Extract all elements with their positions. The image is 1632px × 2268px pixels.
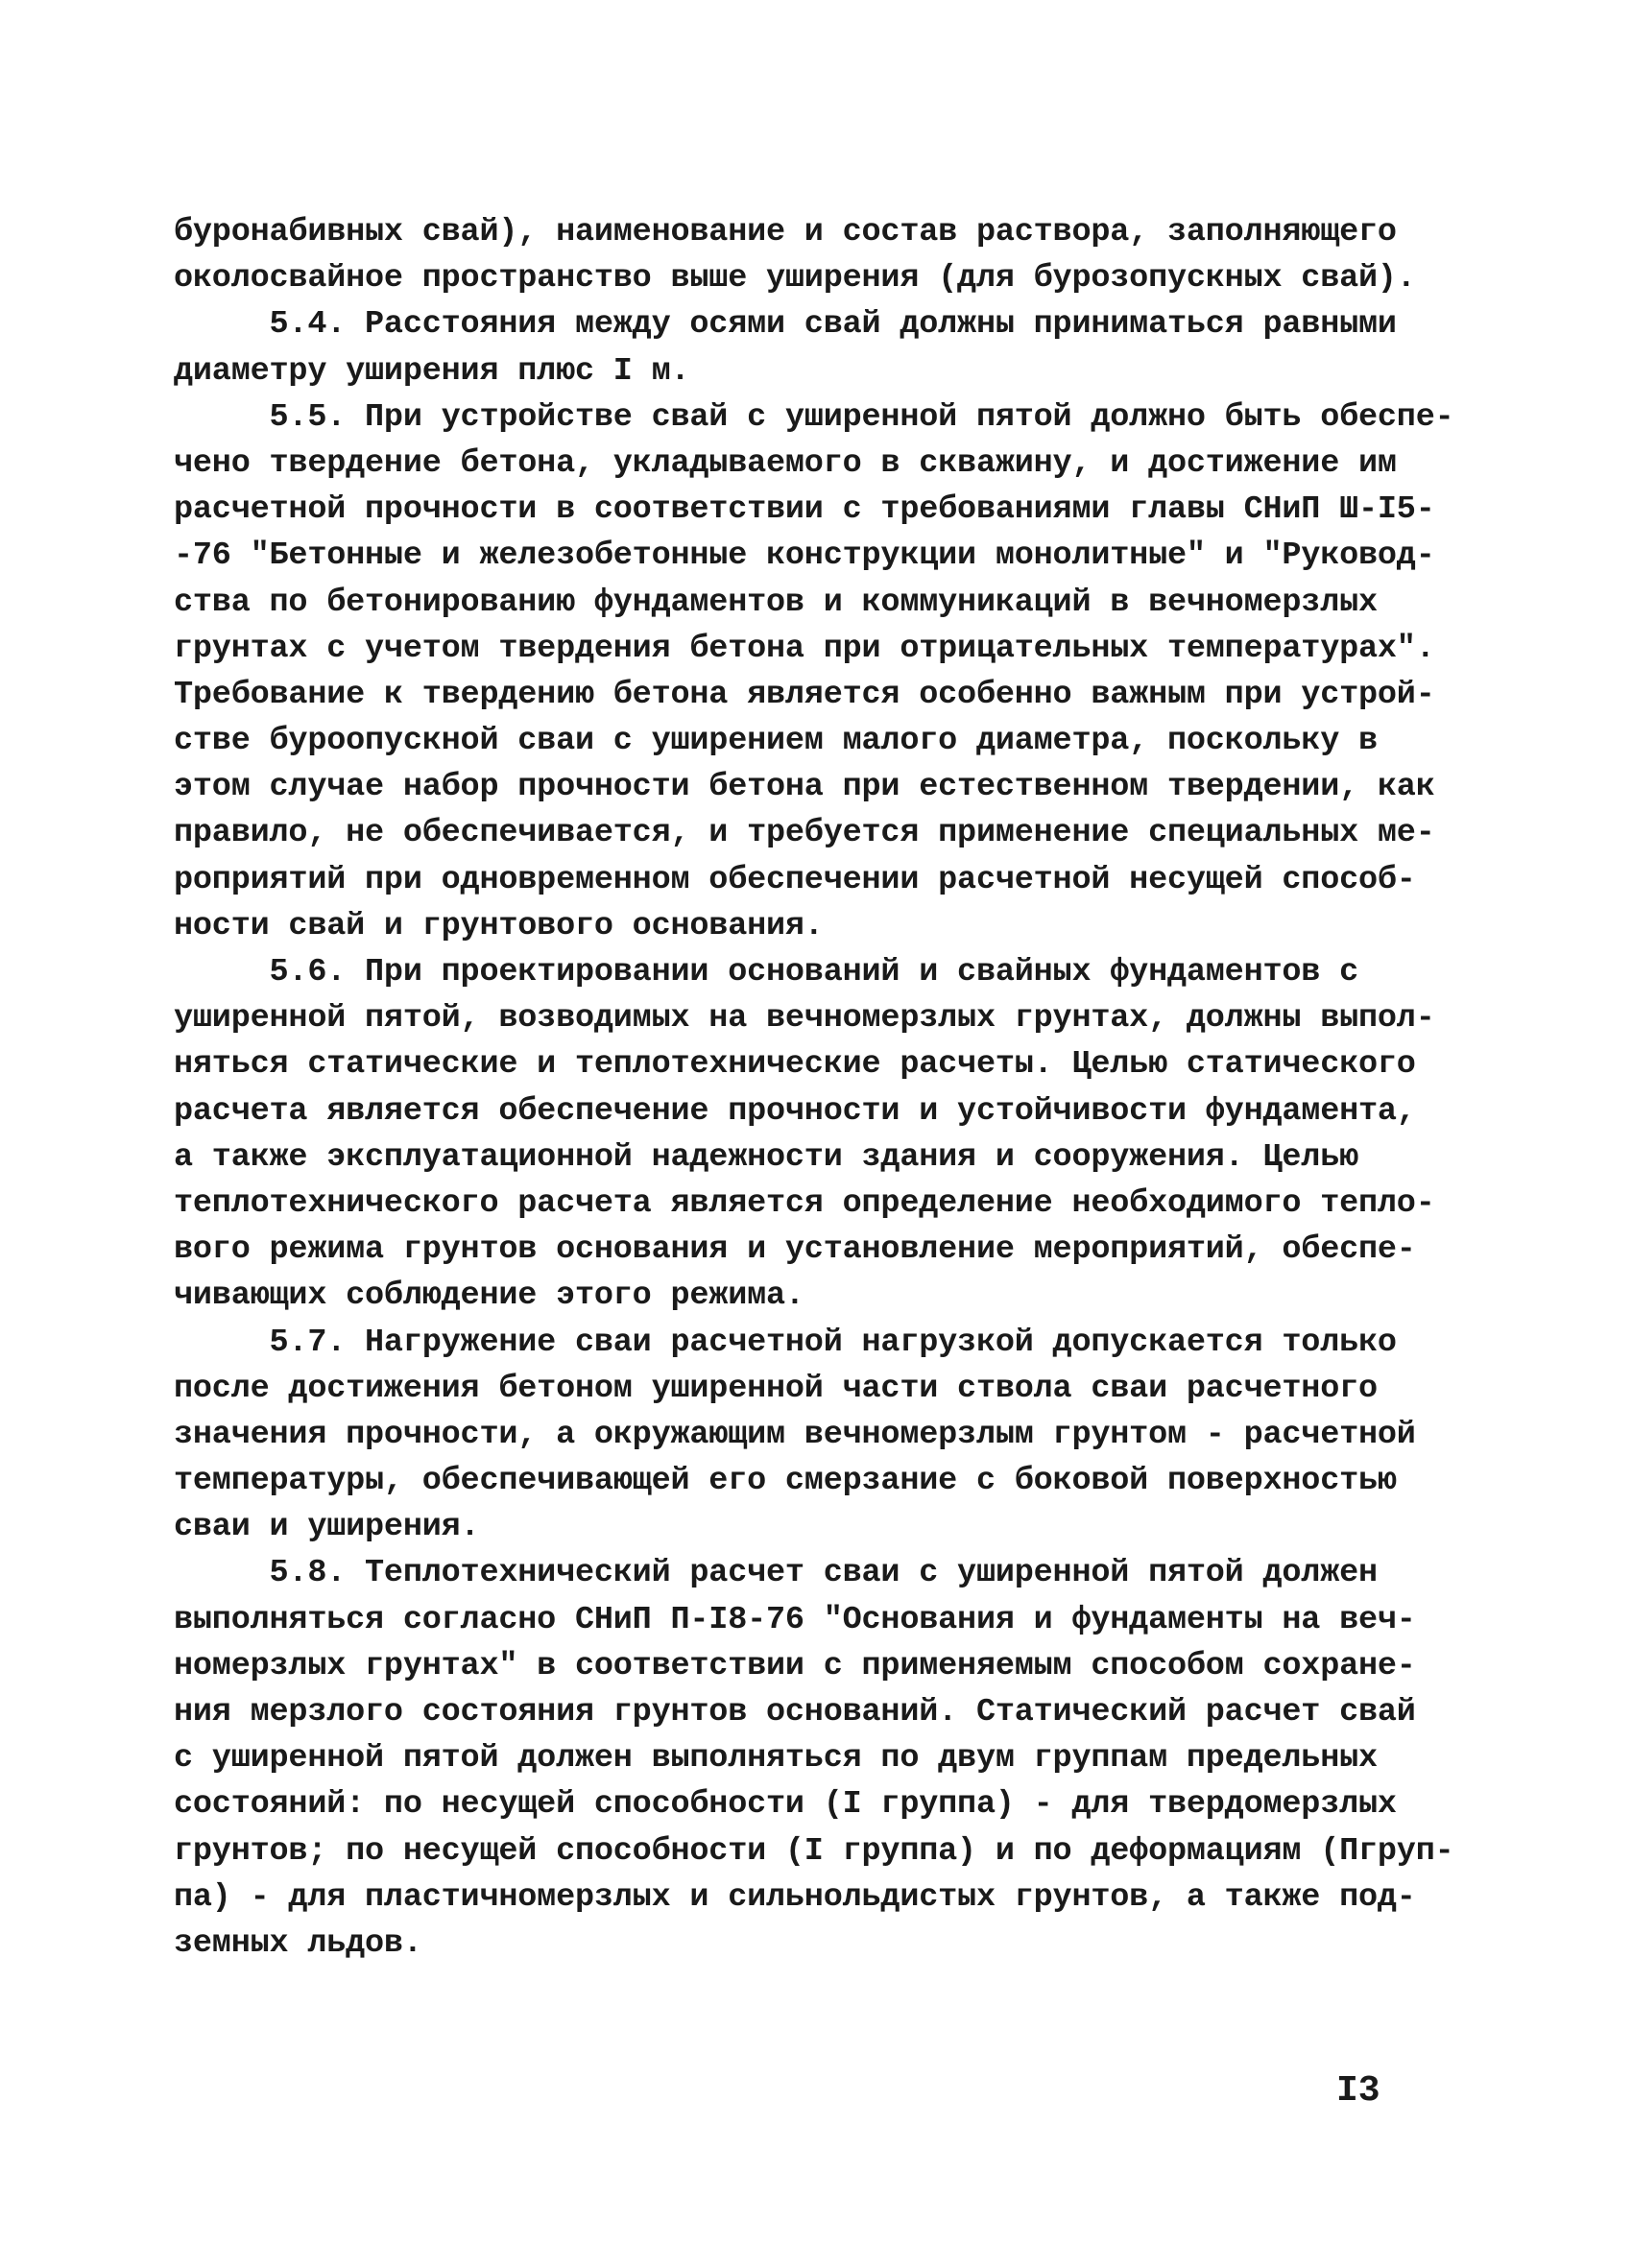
text-line: вого режима грунтов основания и установление мероприятий, обеспе- xyxy=(174,1231,1416,1269)
text-line: стве буроопускной сваи с уширением малого диаметра, поскольку в xyxy=(174,723,1378,760)
text-line: уширенной пятой, возводимых на вечномерзлых грунтах, должны выпол- xyxy=(174,1000,1435,1038)
text-line: ния мерзлого состояния грунтов оснований. Статический расчет свай xyxy=(174,1694,1416,1731)
text-line: буронабивных свай), наименование и состав раствора, заполняющего xyxy=(174,214,1397,251)
body-text xyxy=(174,209,1454,1967)
text-line: 5.5. При устройстве свай с уширенной пятой должно быть обеспе- xyxy=(174,398,1454,436)
text-line: теплотехнического расчета является определение необходимого тепло- xyxy=(174,1184,1435,1222)
text-line: грунтов; по несущей способности (I группа) и по деформациям (Пгруп- xyxy=(174,1832,1454,1870)
text-line: выполняться согласно СНиП П-I8-76 "Основания и фундаменты на веч- xyxy=(174,1601,1416,1638)
text-line: с уширенной пятой должен выполняться по двум группам предельных xyxy=(174,1740,1378,1778)
text-line: па) - для пластичномерзлых и сильнольдистых грунтов, а также под- xyxy=(174,1878,1416,1916)
text-line: расчета является обеспечение прочности и устойчивости фундамента, xyxy=(174,1092,1416,1130)
text-line: значения прочности, а окружающим вечномерзлым грунтом - расчетной xyxy=(174,1416,1416,1453)
text-line: Требование к твердению бетона является особенно важным при устрой- xyxy=(174,676,1435,713)
text-line: чивающих соблюдение этого режима. xyxy=(174,1277,804,1315)
text-line: правило, не обеспечивается, и требуется применение специальных ме- xyxy=(174,815,1435,852)
text-line: земных льдов. xyxy=(174,1924,422,1962)
text-line: ства по бетонированию фундаментов и коммуникаций в вечномерзлых xyxy=(174,584,1378,621)
text-line: номерзлых грунтах" в соответствии с применяемым способом сохране- xyxy=(174,1647,1416,1684)
text-line: околосвайное пространство выше уширения (для бурозопускных свай). xyxy=(174,260,1416,298)
text-line: температуры, обеспечивающей его смерзание с боковой поверхностью xyxy=(174,1463,1397,1500)
text-line: 5.6. При проектировании оснований и свайных фундаментов с xyxy=(174,954,1359,991)
page-number: I3 xyxy=(1336,2070,1380,2112)
text-line: а также эксплуатационной надежности здания и сооружения. Целью xyxy=(174,1138,1359,1176)
text-line: няться статические и теплотехнические расчеты. Целью статического xyxy=(174,1046,1416,1084)
text-line: 5.8. Теплотехнический расчет сваи с уширенной пятой должен xyxy=(174,1555,1378,1592)
text-line: 5.4. Расстояния между осями свай должны приниматься равными xyxy=(174,306,1397,344)
text-line: после достижения бетоном уширенной части ствола сваи расчетного xyxy=(174,1370,1378,1407)
text-line: роприятий при одновременном обеспечении расчетной несущей способ- xyxy=(174,861,1416,898)
text-line: сваи и уширения. xyxy=(174,1509,480,1546)
text-line: ности свай и грунтового основания. xyxy=(174,907,824,944)
text-line: диаметру уширения плюс I м. xyxy=(174,352,690,390)
text-line: этом случае набор прочности бетона при естественном твердении, как xyxy=(174,769,1435,806)
text-line: чено твердение бетона, укладываемого в скважину, и достижение им xyxy=(174,444,1397,482)
text-line: -76 "Бетонные и железобетонные конструкции монолитные" и "Руковод- xyxy=(174,537,1435,575)
text-line: грунтах с учетом твердения бетона при отрицательных температурах". xyxy=(174,630,1435,667)
text-line: 5.7. Нагружение сваи расчетной нагрузкой допускается только xyxy=(174,1324,1397,1361)
text-line: состояний: по несущей способности (I группа) - для твердомерзлых xyxy=(174,1786,1397,1824)
text-line: расчетной прочности в соответствии с требованиями главы СНиП Ш-I5- xyxy=(174,491,1435,529)
